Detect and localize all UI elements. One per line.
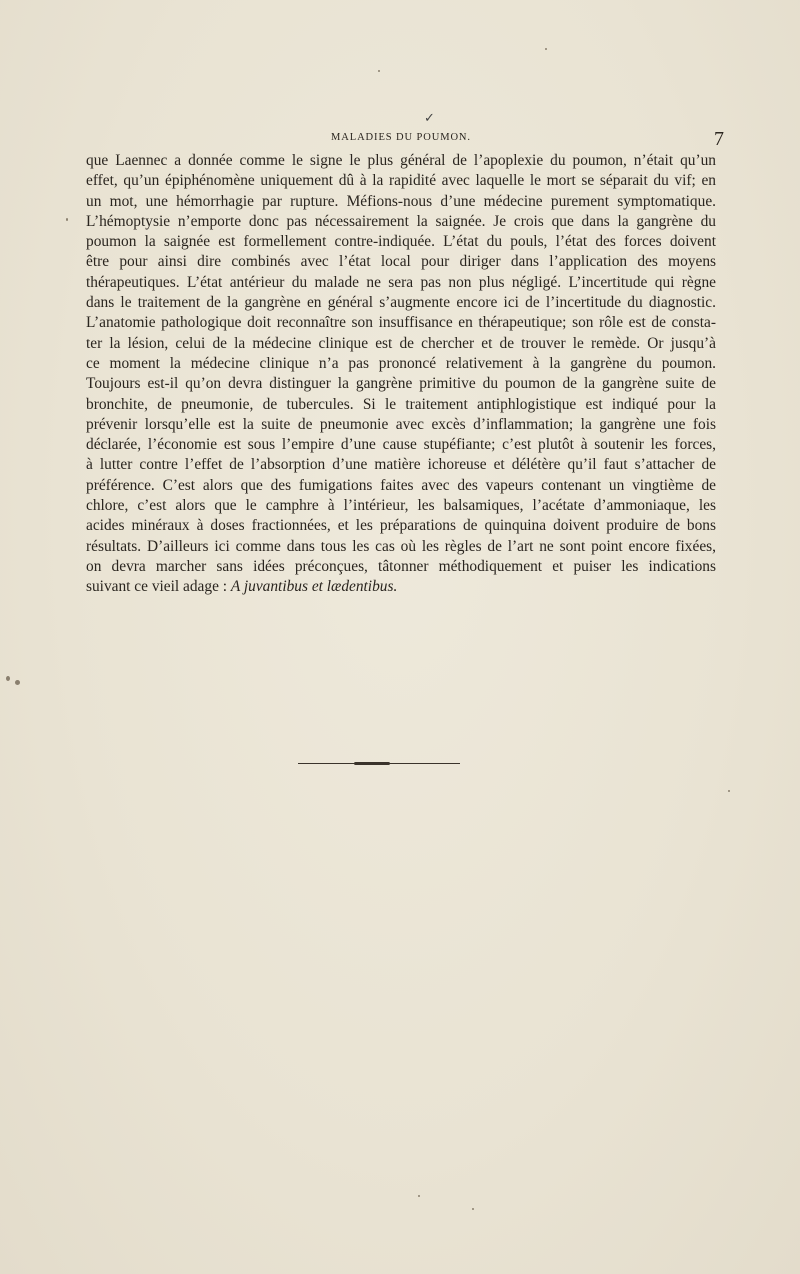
page-number: 7	[714, 128, 724, 150]
running-title: MALADIES DU POUMON.	[331, 132, 471, 143]
text-line: que Laennec a donnée comme le signe le plus général de l’apoplexie du poumon, n’était qu’un	[86, 152, 716, 169]
text-line: un mot, une hémorrhagie par rupture. Méfions-nous d’une médecine purement symptomatique.	[86, 192, 716, 210]
text-line: bronchite, de pneumonie, de tubercules. Si le traitement antiphlogistique est indiqué pour la	[86, 395, 716, 413]
text-line: on devra marcher sans idées préconçues, tâtonner méthodiquement et puiser les indications	[86, 557, 716, 575]
text-line: dans le traitement de la gangrène en général s’augmente encore ici de l’incertitude du diagnostic.	[86, 294, 716, 312]
pencil-check-mark: ✓	[424, 110, 435, 125]
text-line: déclarée, l’économie est sous l’empire d’une cause stupéfiante; c’est plutôt à soutenir les forces,	[86, 436, 716, 454]
running-header	[86, 128, 724, 150]
paper-speck	[66, 218, 68, 221]
text-line: L’anatomie pathologique doit reconnaître son insuffisance en thérapeutique; son rôle est de consta-	[86, 314, 716, 332]
end-rule-divider	[298, 763, 460, 764]
text-line: ter la lésion, celui de la médecine clinique est de chercher et de trouver le remède. Or jusqu’à	[86, 334, 716, 352]
paper-speck	[728, 790, 730, 792]
text-line: thérapeutiques. L’état antérieur du malade ne sera pas non plus négligé. L’incertitude qui règne	[86, 273, 716, 291]
text-line: poumon la saignée est formellement contre-indiquée. L’état du pouls, l’état des forces doivent	[86, 233, 716, 251]
text-line: être pour ainsi dire combinés avec l’état local pour diriger dans l’application des moyens	[86, 253, 716, 271]
text-line: préférence. C’est alors que des fumigations faites avec des vapeurs contenant un vingtième de	[86, 476, 716, 494]
text-line: L’hémoptysie n’emporte donc pas nécessairement la saignée. Je crois que dans la gangrène du	[86, 212, 716, 230]
paper-speck	[545, 48, 547, 50]
text-line: chlore, c’est alors que le camphre à l’intérieur, les balsamiques, l’acétate d’ammoniaque, les	[86, 497, 716, 515]
paper-speck	[378, 70, 380, 72]
paper-speck	[472, 1208, 474, 1210]
paper-speck	[15, 680, 20, 685]
adage-intro: suivant ce vieil adage :	[86, 578, 231, 596]
text-line: acides minéraux à doses fractionnées, et les préparations de quinquina doivent produire de bons	[86, 517, 716, 535]
text-line: Toujours est-il qu’on devra distinguer la gangrène primitive du poumon de la gangrène suite de	[86, 375, 716, 393]
text-line: effet, qu’un épiphénomène uniquement dû à la rapidité avec laquelle le mort se séparait du vif; en	[86, 172, 716, 190]
text-line: ce moment la médecine clinique n’a pas prononcé relativement à la gangrène du poumon.	[86, 354, 716, 372]
paper-speck	[6, 676, 10, 681]
text-line-final	[86, 577, 716, 597]
text-line: résultats. D’ailleurs ici comme dans tous les cas où les règles de l’art ne sont point encore fixées,	[86, 537, 716, 555]
text-line: à lutter contre l’effet de l’absorption d’une matière ichoreuse et délétère qu’il faut s’attacher de	[86, 456, 716, 474]
adage-latin: A juvantibus et lædentibus.	[230, 578, 398, 596]
body-text	[86, 151, 716, 598]
paper-speck	[418, 1195, 420, 1197]
text-line: prévenir lorsqu’elle est la suite de pneumonie avec excès d’inflammation; la gangrène une fois	[86, 415, 716, 433]
